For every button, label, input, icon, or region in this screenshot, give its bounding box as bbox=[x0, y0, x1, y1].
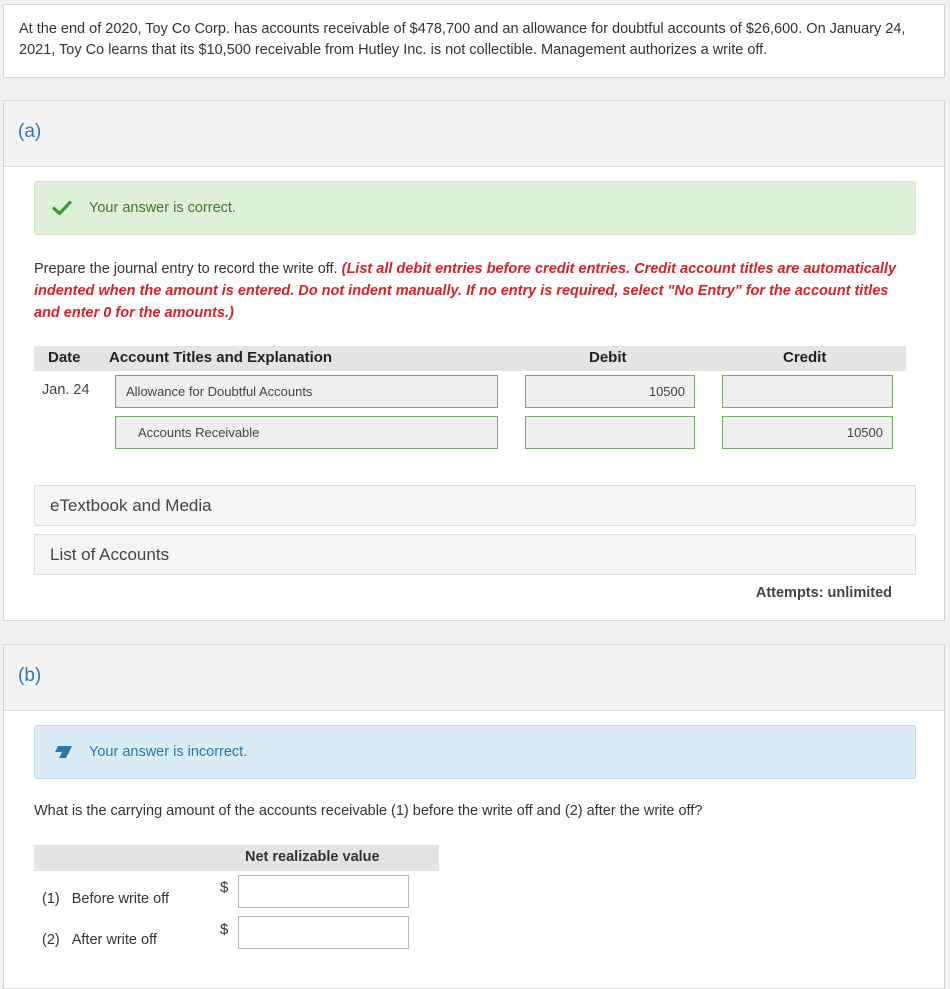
row2-currency: $ bbox=[220, 921, 229, 938]
problem-statement: At the end of 2020, Toy Co Corp. has accounts receivable of $478,700 and an allowance for doubtful accounts of $26,600. On January 24, 2021, Toy Co learns that its $10,500 receivable from Hutley Inc. is not collectible. Management authorizes a write off. bbox=[3, 4, 945, 78]
row1-label: Before write off bbox=[71, 891, 169, 907]
row1-date: Jan. 24 bbox=[42, 382, 90, 398]
journal-instructions bbox=[34, 258, 904, 324]
part-b-panel bbox=[3, 644, 945, 989]
journal-table-header bbox=[34, 346, 906, 371]
after-write-off-label bbox=[42, 932, 157, 948]
incorrect-feedback-banner bbox=[34, 725, 916, 779]
row1-number: (1) bbox=[42, 891, 60, 907]
header-credit: Credit bbox=[783, 349, 827, 366]
row1-debit-field[interactable] bbox=[525, 375, 695, 408]
instructions-red: (List all debit entries before credit entries. Credit account titles are automatically indented when the amount is entered. Do not indent manually. If no entry is required, select "No Entry" for the account titles and enter 0 for the amounts.) bbox=[34, 261, 897, 321]
row2-debit-field[interactable] bbox=[525, 416, 695, 449]
part-b-label: (b) bbox=[18, 665, 42, 686]
nrv-header-label: Net realizable value bbox=[245, 849, 380, 865]
row1-account-field[interactable] bbox=[115, 375, 498, 408]
row1-debit-value: 10500 bbox=[648, 384, 685, 399]
part-b-question: What is the carrying amount of the accounts receivable (1) before the write off and (2) after the write off? bbox=[34, 803, 703, 819]
incorrect-feedback-text: Your answer is incorrect. bbox=[89, 744, 248, 760]
correct-feedback-banner bbox=[34, 181, 916, 235]
part-a-header bbox=[4, 101, 944, 167]
row2-account-field[interactable] bbox=[115, 416, 498, 449]
header-debit: Debit bbox=[589, 349, 627, 366]
header-date: Date bbox=[48, 349, 81, 366]
attempts-count: Attempts: unlimited bbox=[755, 585, 892, 601]
list-accounts-label: List of Accounts bbox=[50, 544, 170, 564]
row2-number: (2) bbox=[42, 932, 60, 948]
instructions-plain: Prepare the journal entry to record the write off. bbox=[34, 261, 342, 277]
nrv-header bbox=[34, 845, 439, 871]
row1-currency: $ bbox=[220, 879, 229, 896]
eraser-icon bbox=[51, 742, 73, 762]
row1-account-value: Allowance for Doubtful Accounts bbox=[126, 384, 313, 399]
row1-credit-field[interactable] bbox=[722, 375, 893, 408]
before-write-off-input[interactable] bbox=[238, 875, 409, 908]
row2-credit-value: 10500 bbox=[846, 425, 883, 440]
etextbook-media-link[interactable] bbox=[34, 485, 916, 526]
before-write-off-label bbox=[42, 891, 169, 907]
row2-account-value: Accounts Receivable bbox=[138, 425, 260, 440]
after-write-off-input[interactable] bbox=[238, 916, 409, 949]
correct-feedback-text: Your answer is correct. bbox=[89, 200, 236, 216]
row2-credit-field[interactable] bbox=[722, 416, 893, 449]
list-of-accounts-link[interactable] bbox=[34, 534, 916, 575]
row2-label: After write off bbox=[71, 932, 157, 948]
checkmark-icon bbox=[51, 198, 73, 218]
header-account: Account Titles and Explanation bbox=[109, 349, 333, 366]
etextbook-label: eTextbook and Media bbox=[50, 495, 212, 515]
part-a-label: (a) bbox=[18, 121, 42, 142]
part-b-header bbox=[4, 645, 944, 711]
part-a-panel bbox=[3, 100, 945, 621]
